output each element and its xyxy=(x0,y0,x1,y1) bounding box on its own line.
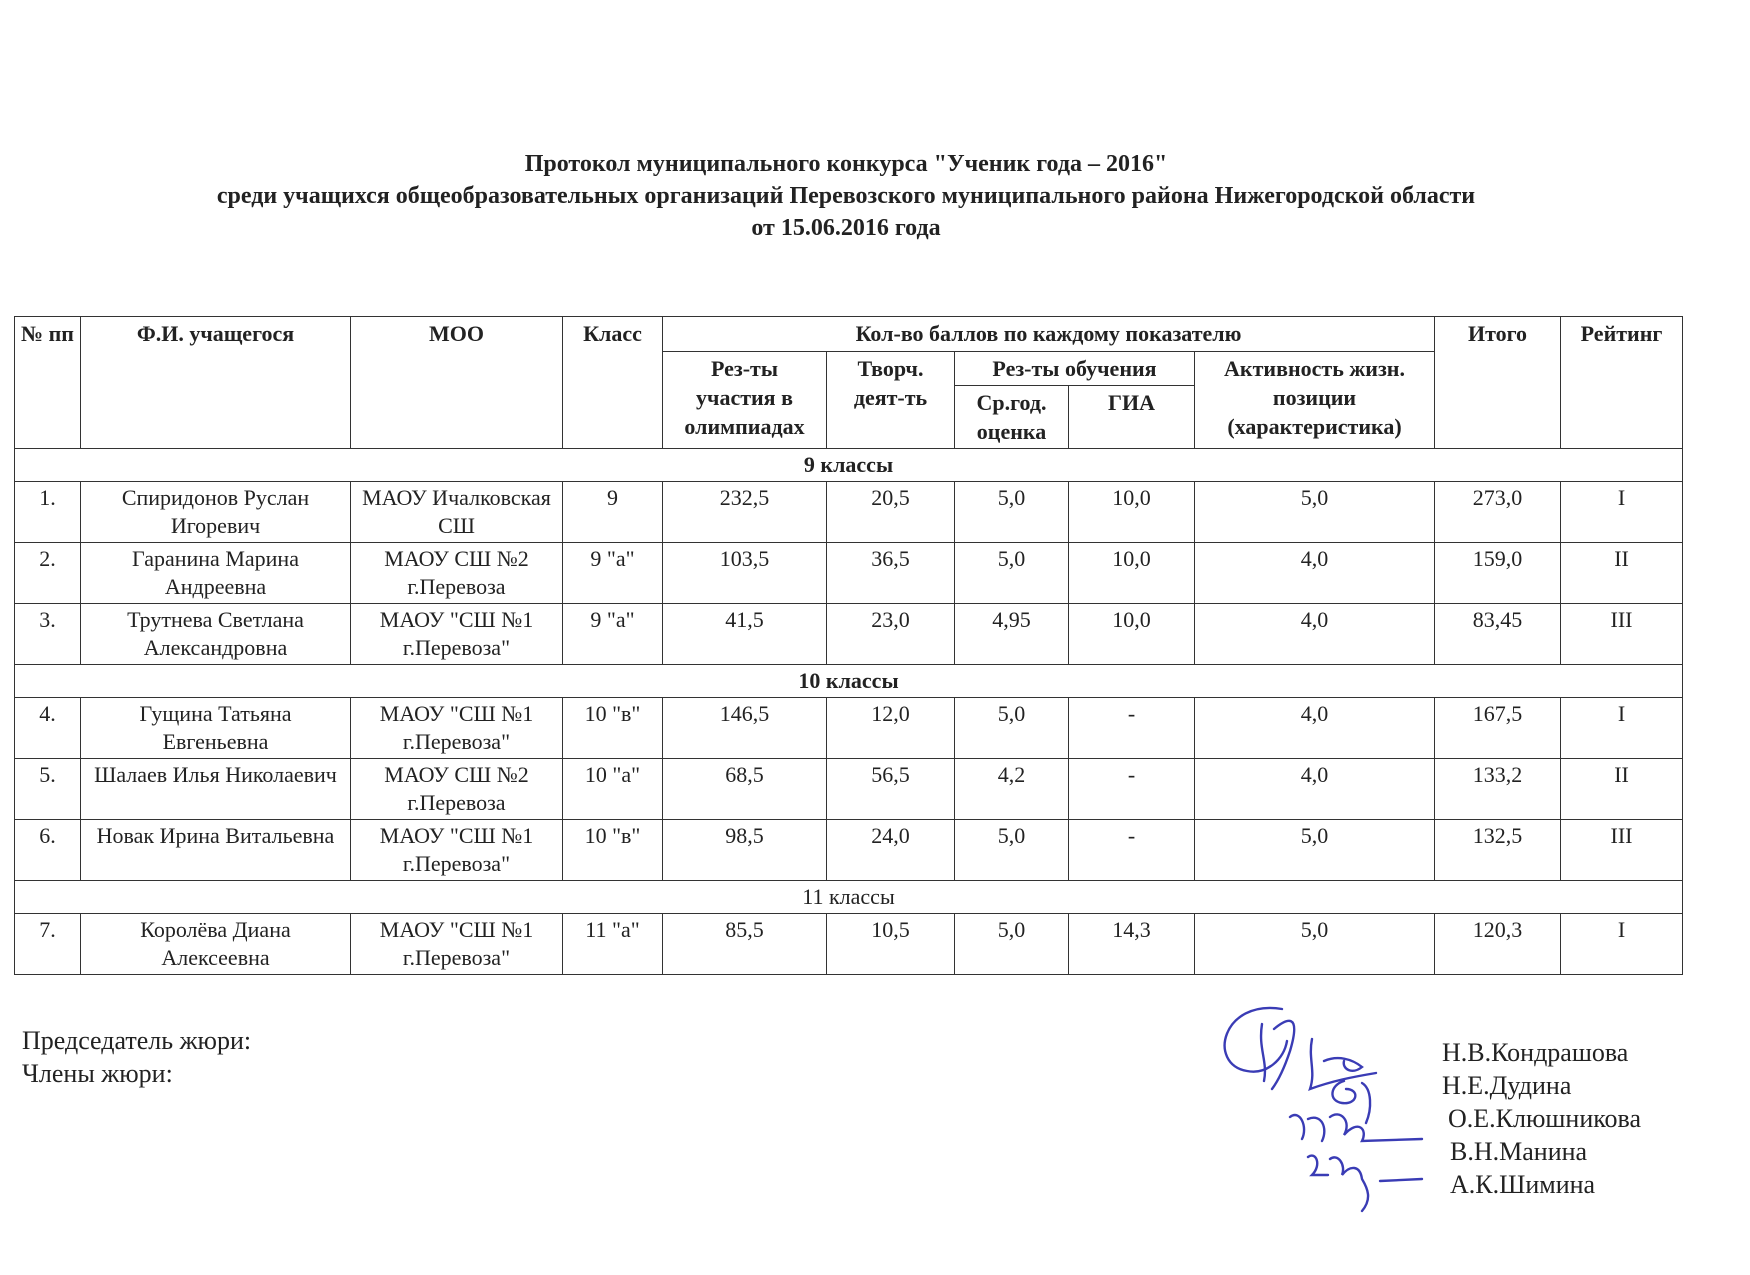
cell-rating: I xyxy=(1561,482,1683,543)
cell-num: 3. xyxy=(15,604,81,665)
cell-olympiads: 85,5 xyxy=(663,914,827,975)
cell-total: 167,5 xyxy=(1435,698,1561,759)
jury-name: А.К.Шимина xyxy=(1450,1170,1596,1199)
members-label: Члены жюри: xyxy=(22,1059,173,1088)
cell-class: 10 "а" xyxy=(563,759,663,820)
cell-creative: 56,5 xyxy=(827,759,955,820)
signature-chair xyxy=(1225,1008,1295,1089)
cell-rating: III xyxy=(1561,604,1683,665)
cell-avg: 4,95 xyxy=(955,604,1069,665)
cell-activity: 4,0 xyxy=(1195,759,1435,820)
cell-total: 120,3 xyxy=(1435,914,1561,975)
cell-class: 9 "а" xyxy=(563,543,663,604)
cell-activity: 5,0 xyxy=(1195,820,1435,881)
group-label-9: 9 классы xyxy=(15,449,1683,482)
header-moo: МОО xyxy=(351,317,563,449)
cell-class: 9 "а" xyxy=(563,604,663,665)
cell-total: 83,45 xyxy=(1435,604,1561,665)
cell-gia: 10,0 xyxy=(1069,543,1195,604)
header-creative: Творч. деят-ть xyxy=(827,352,955,449)
cell-name: Спиридонов Руслан Игоревич xyxy=(81,482,351,543)
cell-num: 7. xyxy=(15,914,81,975)
table-row xyxy=(15,543,1683,604)
cell-total: 133,2 xyxy=(1435,759,1561,820)
table-row xyxy=(15,604,1683,665)
cell-olympiads: 146,5 xyxy=(663,698,827,759)
cell-gia: - xyxy=(1069,759,1195,820)
cell-num: 4. xyxy=(15,698,81,759)
signature-manina xyxy=(1290,1114,1422,1141)
table-row xyxy=(15,759,1683,820)
cell-class: 10 "в" xyxy=(563,698,663,759)
cell-olympiads: 68,5 xyxy=(663,759,827,820)
cell-moo: МАОУ СШ №2 г.Перевоза xyxy=(351,543,563,604)
cell-avg: 5,0 xyxy=(955,543,1069,604)
cell-gia: - xyxy=(1069,698,1195,759)
cell-rating: I xyxy=(1561,914,1683,975)
jury-name: О.Е.Клюшникова xyxy=(1448,1104,1642,1133)
header-num: № пп xyxy=(15,317,81,449)
cell-num: 1. xyxy=(15,482,81,543)
header-class: Класс xyxy=(563,317,663,449)
cell-olympiads: 103,5 xyxy=(663,543,827,604)
cell-total: 273,0 xyxy=(1435,482,1561,543)
cell-gia: 10,0 xyxy=(1069,482,1195,543)
cell-olympiads: 98,5 xyxy=(663,820,827,881)
cell-moo: МАОУ "СШ №1 г.Перевоза" xyxy=(351,820,563,881)
header-gia: ГИА xyxy=(1069,386,1195,449)
cell-avg: 5,0 xyxy=(955,914,1069,975)
jury-name: Н.Е.Дудина xyxy=(1442,1071,1572,1100)
cell-rating: I xyxy=(1561,698,1683,759)
title-line-1: Протокол муниципального конкурса "Ученик года – 2016" xyxy=(524,151,1168,177)
header-avg: Ср.год. оценка xyxy=(955,386,1069,449)
cell-activity: 4,0 xyxy=(1195,604,1435,665)
cell-num: 5. xyxy=(15,759,81,820)
header-total: Итого xyxy=(1435,317,1561,449)
document-title xyxy=(0,148,1692,244)
cell-name: Гаранина Марина Андреевна xyxy=(81,543,351,604)
cell-name: Трутнева Светлана Александровна xyxy=(81,604,351,665)
cell-total: 132,5 xyxy=(1435,820,1561,881)
handwritten-signatures xyxy=(1212,989,1452,1229)
cell-rating: II xyxy=(1561,543,1683,604)
group-label-11: 11 классы xyxy=(15,881,1683,914)
header-activity: Активность жизн. позиции (характеристика) xyxy=(1195,352,1435,449)
table-row xyxy=(15,820,1683,881)
cell-name: Новак Ирина Витальевна xyxy=(81,820,351,881)
cell-gia: 10,0 xyxy=(1069,604,1195,665)
header-olympiads: Рез-ты участия в олимпиадах xyxy=(663,352,827,449)
cell-gia: 14,3 xyxy=(1069,914,1195,975)
cell-moo: МАОУ "СШ №1 г.Перевоза" xyxy=(351,914,563,975)
results-table xyxy=(14,316,1683,975)
cell-avg: 5,0 xyxy=(955,820,1069,881)
signature-klyushnikova xyxy=(1332,1081,1370,1123)
cell-avg: 5,0 xyxy=(955,482,1069,543)
cell-activity: 4,0 xyxy=(1195,698,1435,759)
cell-creative: 12,0 xyxy=(827,698,955,759)
cell-olympiads: 232,5 xyxy=(663,482,827,543)
group-label-10: 10 классы xyxy=(15,665,1683,698)
signature-block xyxy=(22,1024,1682,1224)
cell-num: 2. xyxy=(15,543,81,604)
cell-rating: II xyxy=(1561,759,1683,820)
cell-gia: - xyxy=(1069,820,1195,881)
header-points-group: Кол-во баллов по каждому показателю xyxy=(663,317,1435,352)
cell-activity: 4,0 xyxy=(1195,543,1435,604)
cell-avg: 4,2 xyxy=(955,759,1069,820)
cell-class: 9 xyxy=(563,482,663,543)
header-rating: Рейтинг xyxy=(1561,317,1683,449)
title-line-3: от 15.06.2016 года xyxy=(751,215,941,241)
table-row xyxy=(15,482,1683,543)
cell-activity: 5,0 xyxy=(1195,482,1435,543)
header-name: Ф.И. учащегося xyxy=(81,317,351,449)
signature-shimina xyxy=(1308,1156,1422,1211)
cell-total: 159,0 xyxy=(1435,543,1561,604)
chair-label: Председатель жюри: xyxy=(22,1026,252,1055)
cell-creative: 36,5 xyxy=(827,543,955,604)
cell-creative: 23,0 xyxy=(827,604,955,665)
jury-names xyxy=(1442,1036,1641,1201)
cell-moo: МАОУ СШ №2 г.Перевоза xyxy=(351,759,563,820)
cell-creative: 20,5 xyxy=(827,482,955,543)
title-line-2: среди учащихся общеобразовательных организаций Перевозского муниципального района Нижегородской области xyxy=(216,183,1476,209)
cell-name: Гущина Татьяна Евгеньевна xyxy=(81,698,351,759)
jury-name: В.Н.Манина xyxy=(1450,1137,1588,1166)
cell-avg: 5,0 xyxy=(955,698,1069,759)
cell-name: Королёва Диана Алексеевна xyxy=(81,914,351,975)
table-row xyxy=(15,914,1683,975)
header-study-group: Рез-ты обучения xyxy=(955,352,1195,386)
jury-labels xyxy=(22,1024,251,1090)
cell-name: Шалаев Илья Николаевич xyxy=(81,759,351,820)
cell-class: 10 "в" xyxy=(563,820,663,881)
jury-name: Н.В.Кондрашова xyxy=(1442,1038,1629,1067)
cell-class: 11 "а" xyxy=(563,914,663,975)
cell-moo: МАОУ Ичалковская СШ xyxy=(351,482,563,543)
cell-num: 6. xyxy=(15,820,81,881)
cell-creative: 24,0 xyxy=(827,820,955,881)
cell-olympiads: 41,5 xyxy=(663,604,827,665)
cell-moo: МАОУ "СШ №1 г.Перевоза" xyxy=(351,698,563,759)
table-row xyxy=(15,698,1683,759)
cell-rating: III xyxy=(1561,820,1683,881)
cell-activity: 5,0 xyxy=(1195,914,1435,975)
cell-moo: МАОУ "СШ №1 г.Перевоза" xyxy=(351,604,563,665)
cell-creative: 10,5 xyxy=(827,914,955,975)
